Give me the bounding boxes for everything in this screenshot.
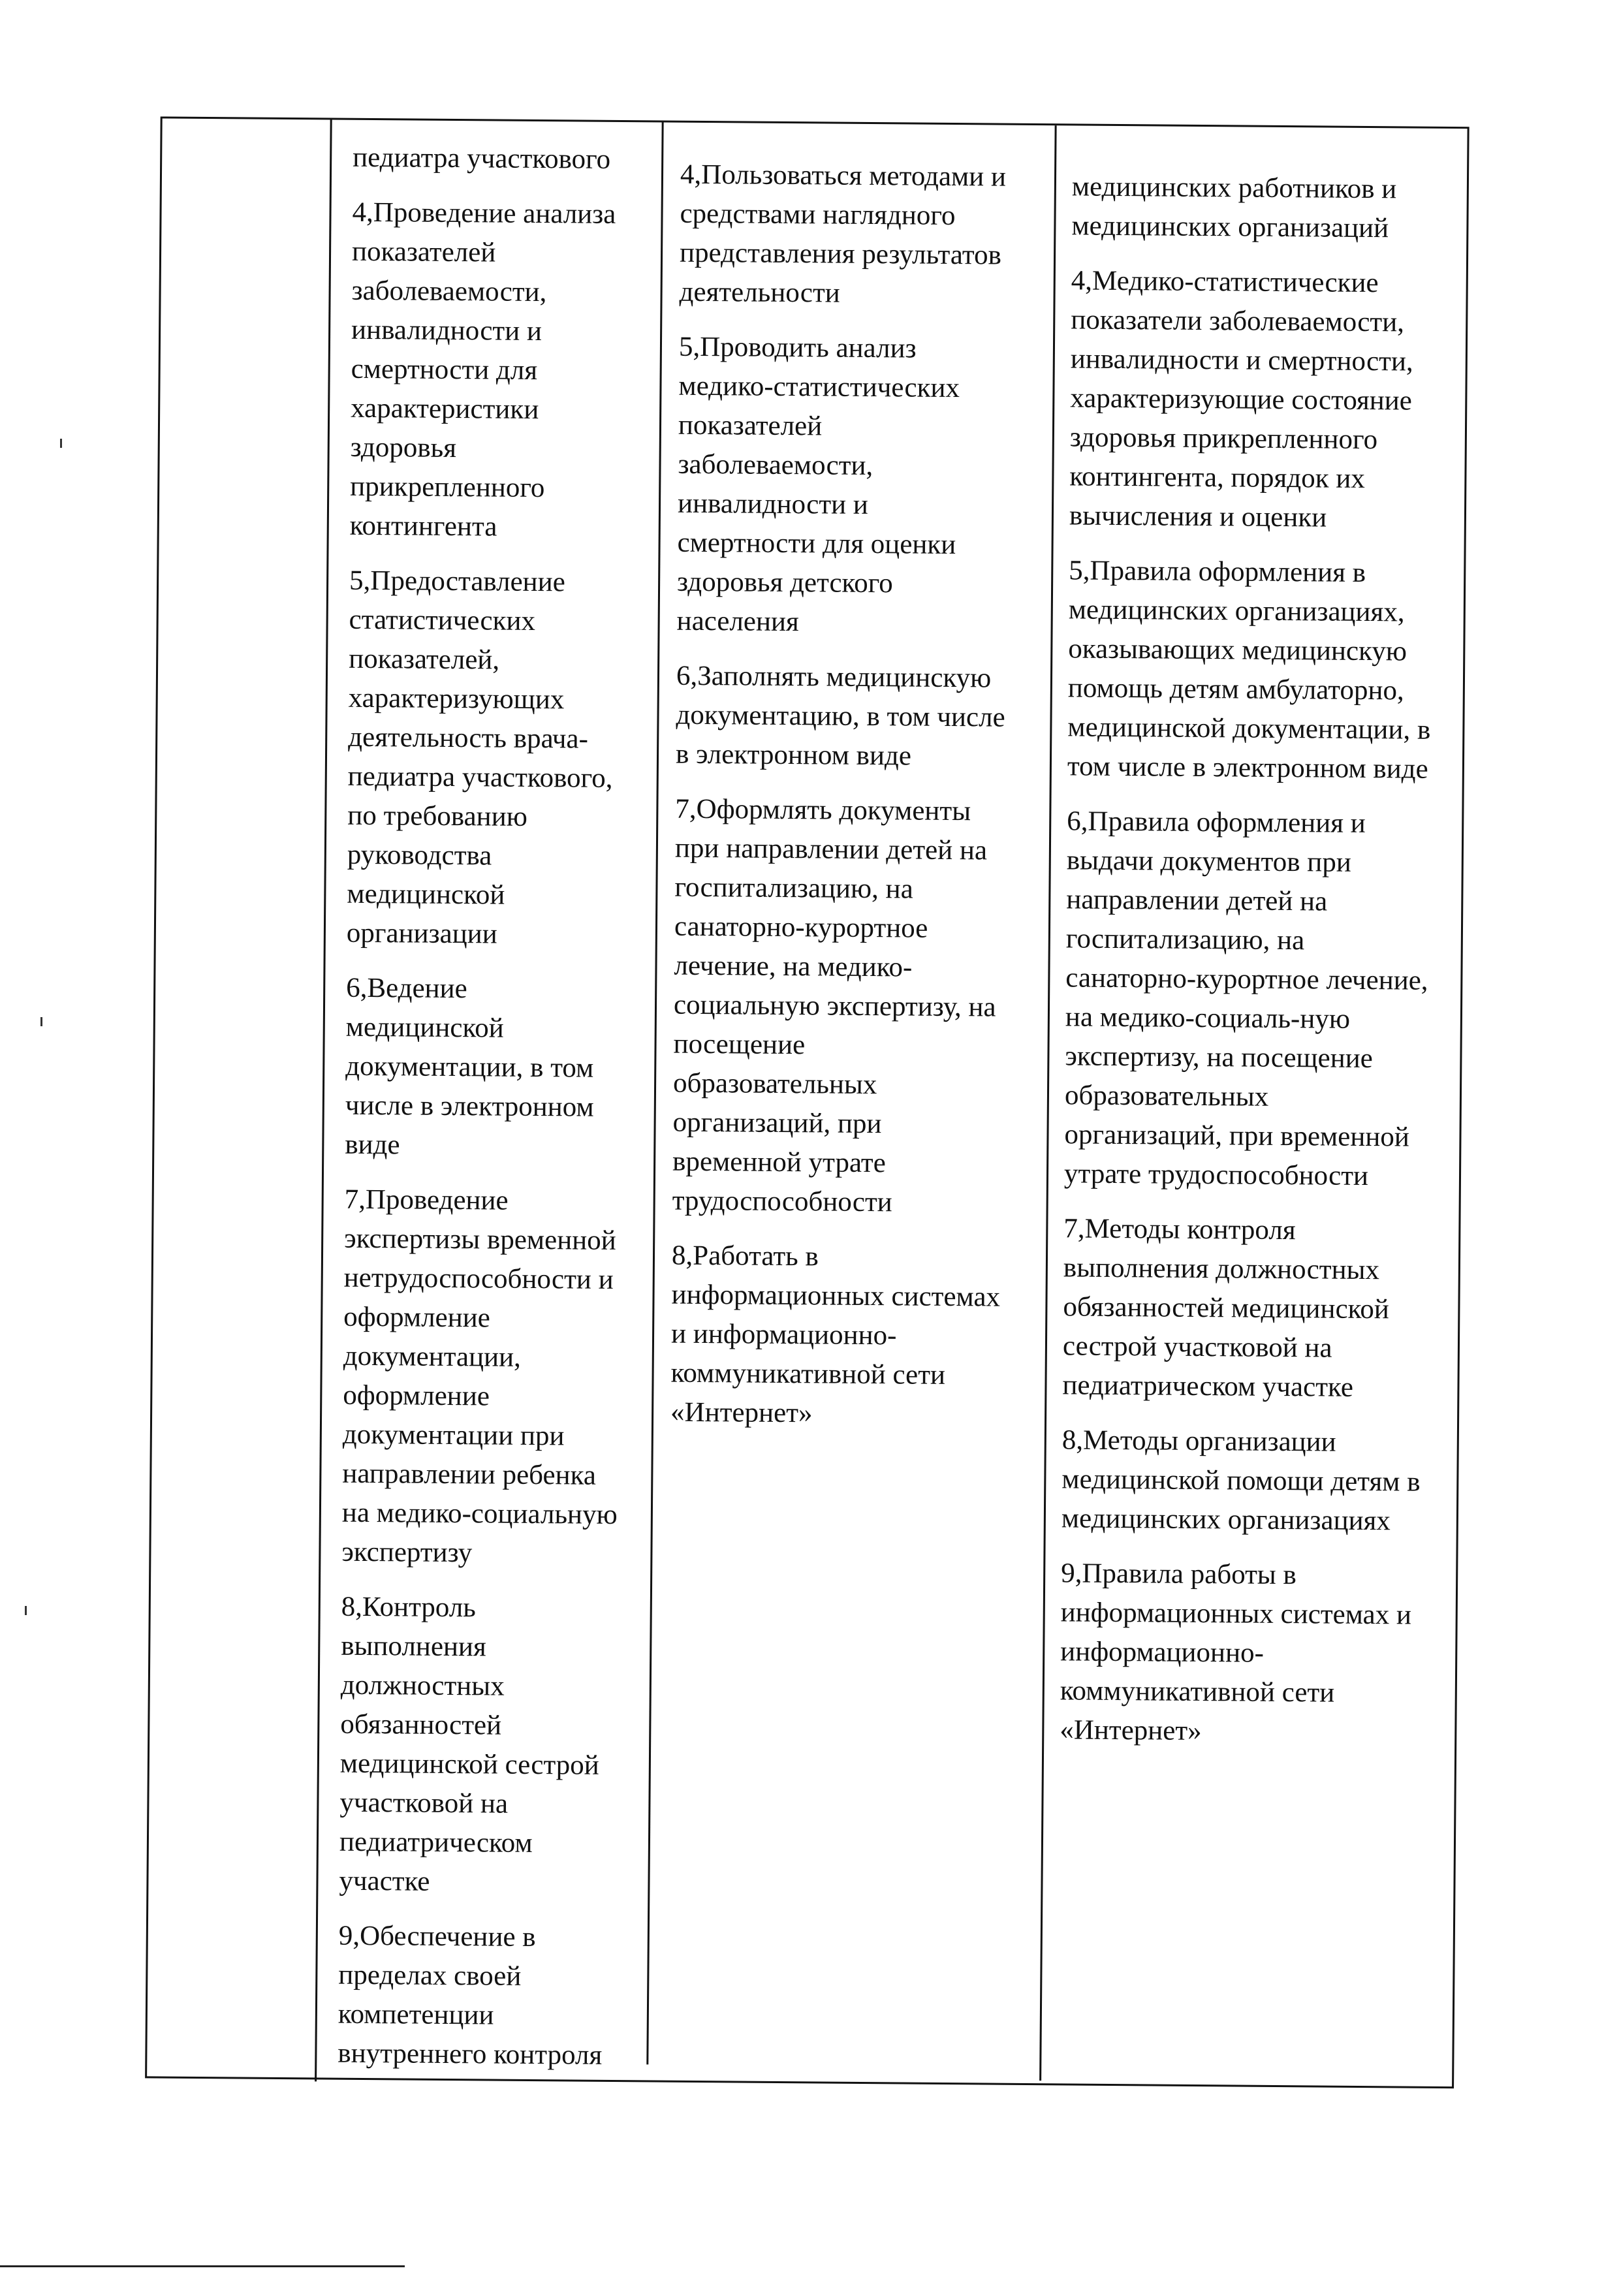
table-cell-text: 6,Заполнять медицинскую документацию, в том числе в электронном виде — [675, 660, 1005, 772]
table-cell-text: 4,Пользоваться методами и средствами наглядного представления результатов деятельности — [679, 159, 1007, 309]
table-column-skills — [650, 123, 1057, 2084]
table-cell-text: 8,Работать в информационных системах и информационно- коммуникативной сети «Интернет» — [670, 1240, 1001, 1429]
table-cell-text: 6,Правила оформления и выдачи документов при направлении детей на госпитализацию, на санаторно-курортное лечение, на медико-социаль-ную экспертизу, на посещение образовательных организаций, при временной утрате трудоспособности — [1063, 806, 1428, 1192]
table-cell-text: 5,Правила оформления в медицинских организациях, оказывающих медицинскую помощь детям амбулаторно, медицинской документации, в том числе в электронном виде — [1067, 555, 1431, 785]
table-column-labor-actions — [323, 120, 665, 2081]
table-cell-text: 9,Правила работы в информационных системах и информационно- коммуникативной сети «Интернет» — [1060, 1558, 1412, 1747]
table-cell-text: 4,Проведение анализа показателей заболеваемости, инвалидности и смертности для характеристики здоровья прикрепленного контингента — [349, 197, 616, 543]
table-column-knowledge — [1041, 125, 1470, 2086]
scan-speck — [60, 439, 62, 448]
footer-rule — [0, 2265, 405, 2267]
table-cell-text: 5,Предоставление статистических показателей, характеризующих деятельность врача- педиатра участкового, по требованию руководства медицинской организации — [346, 565, 613, 950]
table-column-empty — [147, 118, 330, 2077]
table-cell-text: 8,Методы организации медицинской помощи детям в медицинских организациях — [1061, 1424, 1421, 1537]
scan-speck — [40, 1017, 42, 1026]
table-cell-text: 7,Методы контроля выполнения должностных обязанностей медицинской сестрой участковой на педиатрическом участке — [1062, 1213, 1390, 1403]
table-cell-text: 4,Медико-статистические показатели заболеваемости, инвалидности и смертности, характеризующие состояние здоровья прикрепленного контингента, порядок их вычисления и оценки — [1069, 265, 1413, 533]
scan-speck — [25, 1606, 27, 1615]
table-cell-text: педиатра участкового — [353, 142, 611, 175]
table-cell-text: медицинских работников и медицинских организаций — [1071, 171, 1397, 244]
table-cell-text: 7,Оформлять документы при направлении детей на госпитализацию, на санаторно-курортное лечение, на медико- социальную экспертизу, на посещение образовательных организаций, при временной утрате трудоспособности — [672, 793, 996, 1218]
table-cell-text: 8,Контроль выполнения должностных обязанностей медицинской сестрой участковой на педиатрическом участке — [339, 1591, 599, 1897]
table-cell-text: 5,Проводить анализ медико-статистических показателей заболеваемости, инвалидности и смертности для оценки здоровья детского населения — [676, 331, 960, 638]
competency-table — [145, 116, 1470, 2088]
table-cell-text: 9,Обеспечение в пределах своей компетенции внутреннего контроля — [338, 1920, 603, 2071]
table-cell-text: 6,Ведение медицинской документации, в том числе в электронном виде — [345, 972, 594, 1161]
table-cell-text: 7,Проведение экспертизы временной нетрудоспособности и оформление документации, оформление документации при направлении ребенка на медико-социальную экспертизу — [341, 1184, 618, 1569]
